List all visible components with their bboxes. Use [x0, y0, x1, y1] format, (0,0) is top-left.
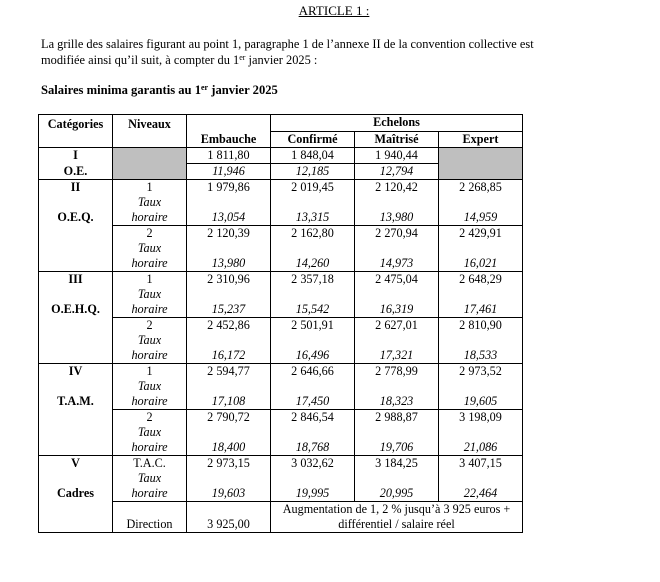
value-cell: 2 120,39 [187, 226, 271, 242]
value-cell: 2 162,80 [271, 226, 355, 242]
value-cell: 2 357,18 [271, 272, 355, 288]
hourly-cell: 13,315 [271, 210, 355, 226]
category-cell [39, 180, 113, 272]
value-cell: 2 790,72 [187, 410, 271, 426]
value-cell: 2 475,04 [355, 272, 439, 288]
hourly-cell: 12,794 [355, 164, 439, 180]
hourly-cell: 19,603 [187, 486, 271, 502]
category-name: O.E.Q. [57, 210, 94, 224]
level-cell: 2 [113, 226, 187, 242]
header-categories: Catégories [39, 115, 113, 148]
category-name: O.E. [39, 164, 113, 180]
level-cell: T.A.C. [113, 456, 187, 472]
value-cell: 2 594,77 [187, 364, 271, 380]
value-cell: 2 627,01 [355, 318, 439, 334]
hourly-cell: 17,108 [187, 394, 271, 410]
value-cell: 2 501,91 [271, 318, 355, 334]
hourly-cell: 18,323 [355, 394, 439, 410]
value-cell: 1 979,86 [187, 180, 271, 196]
hourly-cell: 16,496 [271, 348, 355, 364]
horaire-label: horaire [113, 486, 187, 502]
intro-paragraph [41, 36, 641, 68]
intro-line-1: La grille des salaires figurant au point 1, paragraphe 1 de l’annexe II de la convention collective est [41, 37, 534, 51]
value-cell: 1 811,80 [187, 148, 271, 164]
horaire-label: horaire [113, 256, 187, 272]
category-name: O.E.H.Q. [51, 302, 100, 316]
direction-note: Augmentation de 1, 2 % jusqu’à 3 925 euros + différentiel / salaire réel [271, 502, 523, 533]
category-number: II [70, 180, 81, 194]
category-cell [39, 272, 113, 364]
table-row [39, 148, 523, 164]
taux-label: Taux [113, 379, 187, 394]
hourly-cell: 16,319 [355, 302, 439, 318]
hourly-cell: 15,237 [187, 302, 271, 318]
hourly-cell: 18,533 [439, 348, 523, 364]
value-cell: 2 120,42 [355, 180, 439, 196]
value-cell: 2 973,15 [187, 456, 271, 472]
header-niveaux: Niveaux [113, 115, 187, 148]
horaire-label: horaire [113, 210, 187, 226]
hourly-cell: 22,464 [439, 486, 523, 502]
header-maitrise: Maîtrisé [355, 131, 439, 148]
header-expert: Expert [439, 131, 523, 148]
taux-label: Taux [113, 333, 187, 348]
taux-label: Taux [113, 241, 187, 256]
level-cell: 1 [113, 364, 187, 380]
category-number: I [39, 148, 113, 164]
grey-cell [439, 148, 523, 180]
hourly-cell: 11,946 [187, 164, 271, 180]
level-cell: Direction [113, 502, 187, 533]
category-number: III [68, 272, 83, 286]
hourly-cell: 17,450 [271, 394, 355, 410]
hourly-cell: 21,086 [439, 440, 523, 456]
horaire-label: horaire [113, 348, 187, 364]
hourly-cell: 16,172 [187, 348, 271, 364]
value-cell: 2 452,86 [187, 318, 271, 334]
hourly-cell: 18,768 [271, 440, 355, 456]
hourly-cell: 13,980 [355, 210, 439, 226]
value-cell: 2 019,45 [271, 180, 355, 196]
hourly-cell: 17,461 [439, 302, 523, 318]
hourly-cell: 19,605 [439, 394, 523, 410]
level-cell: 1 [113, 180, 187, 196]
hourly-cell: 13,980 [187, 256, 271, 272]
grey-cell [113, 148, 187, 180]
horaire-label: horaire [113, 302, 187, 318]
horaire-label: horaire [113, 394, 187, 410]
value-cell: 3 925,00 [187, 502, 271, 533]
category-number: IV [68, 364, 83, 378]
salary-grid-table [38, 114, 523, 533]
article-title: ARTICLE 1 : [298, 3, 370, 18]
value-cell: 1 940,44 [355, 148, 439, 164]
level-cell: 2 [113, 410, 187, 426]
value-cell: 2 268,85 [439, 180, 523, 196]
taux-label: Taux [113, 425, 187, 440]
table-row [39, 364, 523, 380]
hourly-cell: 18,400 [187, 440, 271, 456]
hourly-cell: 14,959 [439, 210, 523, 226]
horaire-label: horaire [113, 440, 187, 456]
category-cell [39, 456, 113, 533]
level-cell: 1 [113, 272, 187, 288]
value-cell: 2 988,87 [355, 410, 439, 426]
value-cell: 2 846,54 [271, 410, 355, 426]
hourly-cell: 19,995 [271, 486, 355, 502]
value-cell: 3 032,62 [271, 456, 355, 472]
header-confirme: Confirmé [271, 131, 355, 148]
value-cell: 2 778,99 [355, 364, 439, 380]
hourly-cell: 13,054 [187, 210, 271, 226]
intro-line-2: modifiée ainsi qu’il suit, à compter du 1er janvier 2025 : [41, 53, 318, 67]
category-number: V [71, 456, 80, 470]
value-cell: 3 184,25 [355, 456, 439, 472]
value-cell: 2 810,90 [439, 318, 523, 334]
table-header-row [39, 115, 523, 132]
hourly-cell: 17,321 [355, 348, 439, 364]
category-cell [39, 364, 113, 456]
hourly-cell: 14,260 [271, 256, 355, 272]
taux-label: Taux [113, 287, 187, 302]
table-row [39, 456, 523, 472]
header-embauche: Embauche [187, 115, 271, 148]
hourly-cell: 12,185 [271, 164, 355, 180]
value-cell: 3 407,15 [439, 456, 523, 472]
section-heading: Salaires minima garantis au 1er janvier 2025 [41, 83, 278, 97]
hourly-cell: 19,706 [355, 440, 439, 456]
table-row [39, 272, 523, 288]
value-cell: 2 648,29 [439, 272, 523, 288]
taux-label: Taux [113, 471, 187, 486]
header-echelons: Echelons [271, 115, 523, 132]
value-cell: 2 646,66 [271, 364, 355, 380]
hourly-cell: 15,542 [271, 302, 355, 318]
category-name: T.A.M. [57, 394, 94, 408]
value-cell: 2 310,96 [187, 272, 271, 288]
value-cell: 3 198,09 [439, 410, 523, 426]
hourly-cell: 14,973 [355, 256, 439, 272]
table-row [39, 180, 523, 196]
value-cell: 1 848,04 [271, 148, 355, 164]
hourly-cell: 20,995 [355, 486, 439, 502]
category-name: Cadres [56, 486, 94, 500]
taux-label: Taux [113, 195, 187, 210]
value-cell: 2 973,52 [439, 364, 523, 380]
hourly-cell: 16,021 [439, 256, 523, 272]
value-cell: 2 429,91 [439, 226, 523, 242]
value-cell: 2 270,94 [355, 226, 439, 242]
level-cell: 2 [113, 318, 187, 334]
